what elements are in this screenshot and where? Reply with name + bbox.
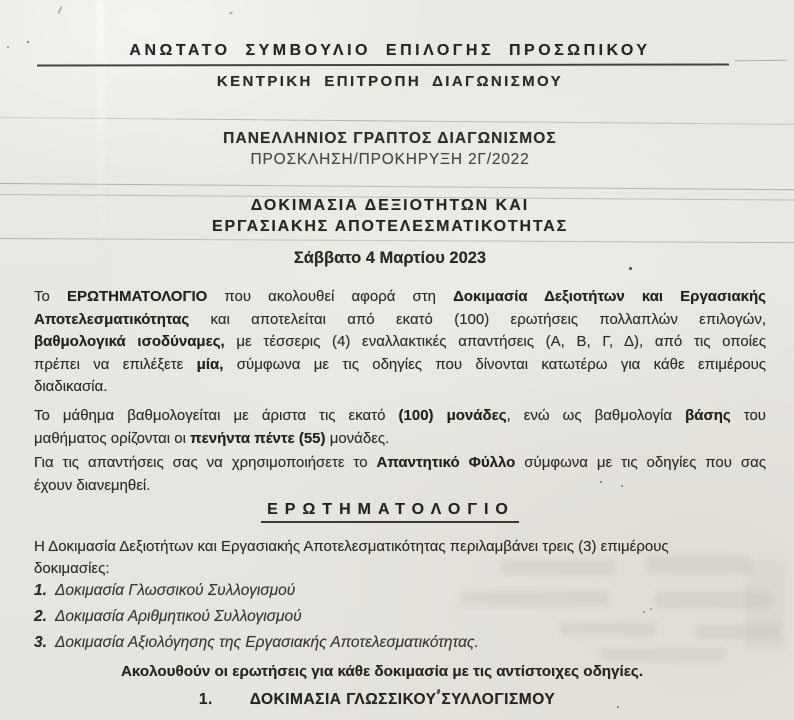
paragraph-line xyxy=(34,405,766,428)
fold-line xyxy=(0,238,794,243)
test-title-line2: ΕΡΓΑΣΙΑΚΗΣ ΑΠΟΤΕΛΕΣΜΑΤΙΚΟΤΗΤΑΣ xyxy=(212,218,568,235)
section-title: ΔΟΚΙΜΑΣΙΑ ΓΛΩΣΣΙΚΟΥ ΣΥΛΛΟΓΙΣΜΟΥ xyxy=(249,691,556,708)
list-item-test-3 xyxy=(34,634,479,652)
text-segment: σύμφωνα με τις οδηγίες που δίνονται κατωτέρω για κάθε επιμέρους xyxy=(223,355,767,373)
text-segment-bold: βάσης xyxy=(685,407,731,424)
text-segment: πρέπει να επιλέξετε xyxy=(34,355,197,373)
paragraph-line xyxy=(34,558,766,580)
fold-line xyxy=(0,117,794,125)
paragraph-line xyxy=(34,475,766,498)
questionnaire-heading-text: ΕΡΩΤΗΜΑΤΟΛΟΓΙΟ xyxy=(261,501,519,523)
section-number: 1. xyxy=(198,691,213,708)
paper-speck xyxy=(229,11,233,15)
exam-date: Σάββατο 4 Μαρτίου 2023 xyxy=(293,249,487,267)
paragraph-line xyxy=(34,536,766,558)
org-title: ΑΝΩΤΑΤΟ ΣΥΜΒΟΥΛΙΟ ΕΠΙΛΟΓΗΣ ΠΡΟΣΩΠΙΚΟΥ xyxy=(129,42,651,59)
overview-paragraph xyxy=(34,536,766,579)
text-segment-bold: βαθμολογικά ισοδύναμες, xyxy=(34,333,225,351)
list-item-number: 2. xyxy=(34,608,47,625)
intro-paragraph xyxy=(34,286,766,399)
org-title-underline-extension xyxy=(735,60,787,61)
list-item-label: Δοκιμασία Αριθμητικού Συλλογισμού xyxy=(54,608,302,625)
paragraph-line xyxy=(34,331,766,354)
bleed-through-ghost xyxy=(460,590,610,606)
text-segment-bold: Αποτελεσματικότητας xyxy=(34,310,190,328)
text-segment-bold: μία, xyxy=(196,355,224,373)
paper-speck xyxy=(57,6,62,14)
grading-paragraph xyxy=(34,405,766,450)
text-segment-bold: Απαντητικό Φύλλο xyxy=(376,454,516,471)
bleed-through-ghost xyxy=(560,622,655,636)
answer-sheet-paragraph xyxy=(34,452,766,497)
text-segment-bold: Δοκιμασία Δεξιοτήτων και Εργασιακής xyxy=(453,288,766,305)
text-segment: έχουν διανεμηθεί. xyxy=(34,476,151,494)
paragraph-line xyxy=(34,354,766,377)
text-segment-bold: πενήντα πέντε (55) xyxy=(190,429,326,447)
text-segment: με τέσσερις (4) εναλλακτικές απαντήσεις (Α, Β, Γ, Δ), από τις οποίες xyxy=(224,333,766,351)
text-segment: που ακολουθεί αφορά στη xyxy=(207,288,454,305)
text-segment: Το μάθημα βαθμολογείται με άριστα τις εκατό xyxy=(34,407,399,424)
text-segment: , ενώ ως βαθμολογία xyxy=(506,407,686,424)
text-segment-bold: (100) μονάδες xyxy=(398,407,507,424)
list-item-test-2 xyxy=(34,608,302,626)
text-segment: διαδικασία. xyxy=(34,378,108,396)
text-segment: και αποτελείται από εκατό (100) ερωτήσεις πολλαπλών επιλογών, xyxy=(189,310,766,328)
list-item-number: 3. xyxy=(34,634,47,651)
text-segment: Για τις απαντήσεις σας να χρησιμοποιήσετε το xyxy=(34,454,377,471)
invitation-number: ΠΡΟΣΚΛΗΣΗ/ΠΡΟΚΗΡΥΞΗ 2Γ/2022 xyxy=(250,151,530,168)
list-item-number: 1. xyxy=(34,582,47,599)
paper-speck xyxy=(650,608,652,610)
org-title-underline xyxy=(37,64,729,67)
exam-title: ΠΑΝΕΛΛΗΝΙΟΣ ΓΡΑΠΤΟΣ ΔΙΑΓΩΝΙΣΜΟΣ xyxy=(223,130,557,147)
bleed-through-ghost xyxy=(600,648,725,661)
text-segment: Η Δοκιμασία Δεξιοτήτων και Εργασιακής Αποτελεσματικότητας περιλαμβάνει τρεις (3) επιμέρους xyxy=(34,538,669,555)
text-segment-bold: ΕΡΩΤΗΜΑΤΟΛΟΓΙΟ xyxy=(66,288,208,305)
paragraph-line xyxy=(34,309,766,332)
list-item-label: Δοκιμασία Γλωσσικού Συλλογισμού xyxy=(54,582,296,599)
test-title-line1: ΔΟΚΙΜΑΣΙΑ ΔΕΞΙΟΤΗΤΩΝ ΚΑΙ xyxy=(250,197,530,214)
section-1-heading xyxy=(0,691,754,709)
text-segment: μαθήματος ορίζονται οι xyxy=(34,429,191,447)
paper-speck xyxy=(643,611,645,613)
paragraph-line xyxy=(34,452,766,475)
paragraph-line xyxy=(34,428,766,451)
text-segment: σύμφωνα με τις οδηγίες που σας xyxy=(515,454,766,471)
questionnaire-heading xyxy=(0,501,780,519)
text-segment: του xyxy=(730,407,766,424)
paragraph-line xyxy=(34,376,766,399)
list-item-label: Δοκιμασία Αξιολόγησης της Εργασιακής Αποτελεσματικότητας. xyxy=(54,634,479,651)
closing-note: Ακολουθούν οι ερωτήσεις για κάθε δοκιμασία με τις αντίστοιχες οδηγίες. xyxy=(120,663,644,680)
committee-title: ΚΕΝΤΡΙΚΗ ΕΠΙΤΡΟΠΗ ΔΙΑΓΩΝΙΣΜΟΥ xyxy=(216,73,564,90)
text-segment: μονάδες. xyxy=(325,429,390,447)
fold-line xyxy=(0,183,794,190)
text-segment: δοκιμασίες: xyxy=(34,559,110,577)
paragraph-line xyxy=(34,286,766,309)
text-segment: Το xyxy=(34,288,67,305)
list-item-test-1 xyxy=(34,582,295,600)
